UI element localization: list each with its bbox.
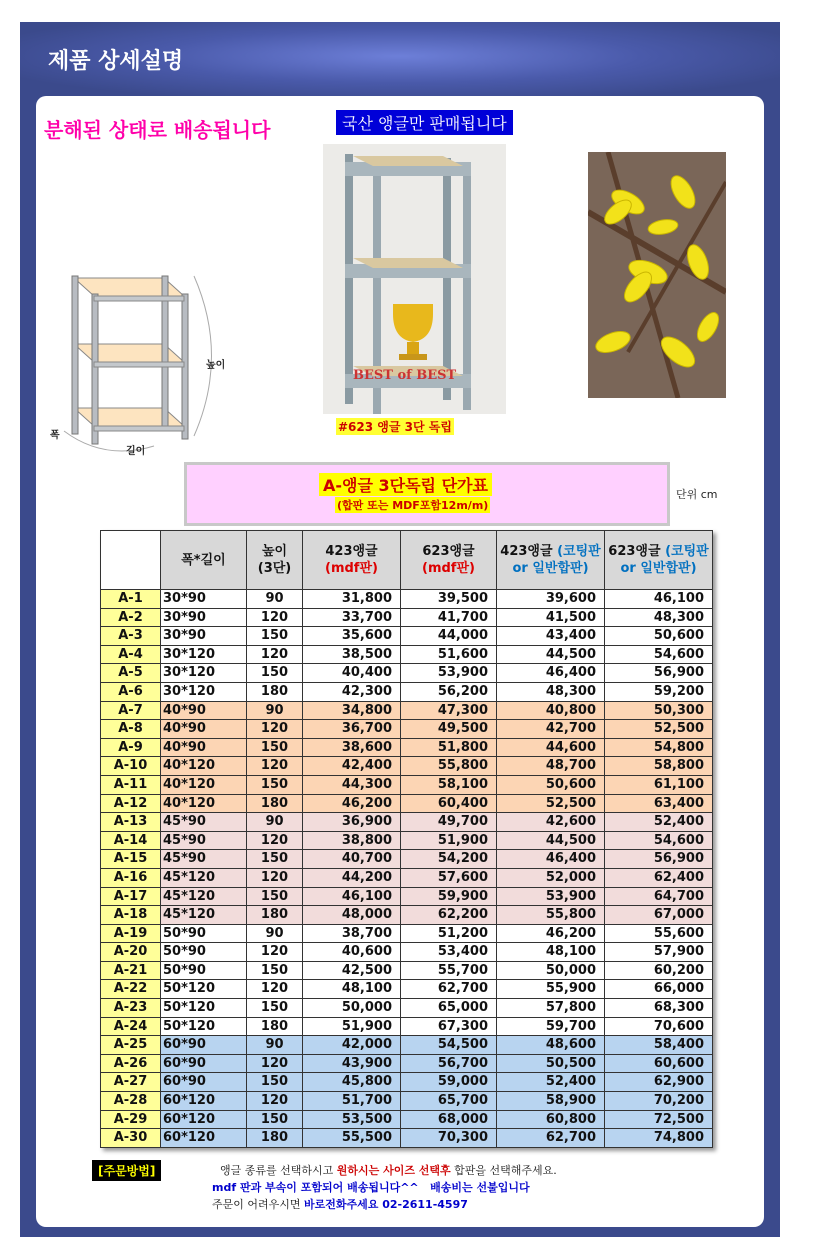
- flower-photo: [588, 152, 726, 398]
- domestic-notice: 국산 앵글만 판매됩니다: [336, 110, 513, 135]
- row-623-coated: 55,600: [605, 924, 713, 943]
- table-row: [101, 775, 713, 794]
- row-code: A-17: [101, 887, 161, 906]
- row-height: 120: [247, 757, 303, 776]
- row-height: 180: [247, 1129, 303, 1148]
- row-height: 90: [247, 701, 303, 720]
- angle623-coated-header: [605, 531, 713, 590]
- order-line-1b: 원하시는 사이즈 선택후: [336, 1164, 451, 1177]
- row-623-coated: 60,200: [605, 961, 713, 980]
- row-size: 40*90: [161, 738, 247, 757]
- row-623-mdf: 65,000: [401, 999, 497, 1018]
- row-code: A-8: [101, 720, 161, 739]
- row-623-mdf: 62,700: [401, 980, 497, 999]
- page-frame: [20, 22, 780, 1237]
- row-size: 30*90: [161, 608, 247, 627]
- row-423-mdf: 44,200: [303, 868, 401, 887]
- height-header-line2: (3단): [257, 561, 292, 576]
- row-423-coated: 48,600: [497, 1036, 605, 1055]
- row-423-coated: 52,500: [497, 794, 605, 813]
- table-row: [101, 590, 713, 609]
- row-size: 45*90: [161, 831, 247, 850]
- size-header: 폭*길이: [161, 531, 247, 590]
- angle623-mdf-line2: (mdf판): [422, 561, 475, 576]
- row-height: 120: [247, 720, 303, 739]
- row-height: 90: [247, 1036, 303, 1055]
- row-623-coated: 72,500: [605, 1110, 713, 1129]
- trophy-text: BEST of BEST: [353, 368, 457, 383]
- table-row: [101, 645, 713, 664]
- row-code: A-12: [101, 794, 161, 813]
- row-623-coated: 63,400: [605, 794, 713, 813]
- row-623-coated: 64,700: [605, 887, 713, 906]
- row-code: A-21: [101, 961, 161, 980]
- row-623-mdf: 54,500: [401, 1036, 497, 1055]
- row-423-coated: 59,700: [497, 1017, 605, 1036]
- row-623-mdf: 49,700: [401, 813, 497, 832]
- row-623-mdf: 41,700: [401, 608, 497, 627]
- table-row: [101, 961, 713, 980]
- row-623-mdf: 53,400: [401, 943, 497, 962]
- angle623-mdf-header: [401, 531, 497, 590]
- table-row: [101, 831, 713, 850]
- row-height: 120: [247, 868, 303, 887]
- row-size: 45*120: [161, 906, 247, 925]
- corner-header: [101, 531, 161, 590]
- row-height: 150: [247, 850, 303, 869]
- row-623-mdf: 62,200: [401, 906, 497, 925]
- row-423-coated: 42,700: [497, 720, 605, 739]
- product-photo: [323, 144, 506, 414]
- price-title: A-앵글 3단독립 단가표: [319, 473, 492, 496]
- table-row: [101, 924, 713, 943]
- row-623-coated: 54,800: [605, 738, 713, 757]
- row-623-mdf: 49,500: [401, 720, 497, 739]
- row-code: A-5: [101, 664, 161, 683]
- row-423-mdf: 36,700: [303, 720, 401, 739]
- table-header-row: [101, 531, 713, 590]
- row-code: A-1: [101, 590, 161, 609]
- angle423-mdf-line1: 423앵글: [325, 544, 378, 559]
- row-height: 120: [247, 980, 303, 999]
- table-row: [101, 1092, 713, 1111]
- row-size: 50*120: [161, 980, 247, 999]
- row-423-mdf: 46,200: [303, 794, 401, 813]
- row-code: A-20: [101, 943, 161, 962]
- row-423-mdf: 48,100: [303, 980, 401, 999]
- row-423-coated: 40,800: [497, 701, 605, 720]
- row-size: 60*120: [161, 1110, 247, 1129]
- angle423-coated-header: [497, 531, 605, 590]
- row-623-coated: 50,300: [605, 701, 713, 720]
- row-623-mdf: 56,700: [401, 1054, 497, 1073]
- row-423-coated: 44,600: [497, 738, 605, 757]
- row-height: 150: [247, 887, 303, 906]
- row-code: A-14: [101, 831, 161, 850]
- row-623-coated: 70,200: [605, 1092, 713, 1111]
- height-header-line1: 높이: [261, 544, 288, 559]
- row-423-coated: 41,500: [497, 608, 605, 627]
- row-size: 30*120: [161, 664, 247, 683]
- row-423-mdf: 36,900: [303, 813, 401, 832]
- row-423-mdf: 38,700: [303, 924, 401, 943]
- row-423-coated: 48,700: [497, 757, 605, 776]
- page-title: 제품 상세설명: [48, 49, 184, 74]
- row-623-mdf: 59,900: [401, 887, 497, 906]
- row-size: 60*90: [161, 1036, 247, 1055]
- row-size: 50*90: [161, 924, 247, 943]
- row-423-mdf: 33,700: [303, 608, 401, 627]
- row-size: 60*120: [161, 1129, 247, 1148]
- row-size: 40*90: [161, 701, 247, 720]
- row-623-coated: 70,600: [605, 1017, 713, 1036]
- order-line-2: [212, 1179, 530, 1195]
- row-code: A-7: [101, 701, 161, 720]
- row-code: A-6: [101, 682, 161, 701]
- row-623-mdf: 65,700: [401, 1092, 497, 1111]
- row-623-coated: 58,400: [605, 1036, 713, 1055]
- height-header: [247, 531, 303, 590]
- row-423-coated: 44,500: [497, 831, 605, 850]
- table-row: [101, 999, 713, 1018]
- row-623-mdf: 55,800: [401, 757, 497, 776]
- table-row: [101, 887, 713, 906]
- angle623-coated-part1: 623앵글: [608, 544, 666, 559]
- row-size: 50*90: [161, 943, 247, 962]
- row-623-coated: 58,800: [605, 757, 713, 776]
- row-423-coated: 43,400: [497, 627, 605, 646]
- row-423-mdf: 50,000: [303, 999, 401, 1018]
- row-423-coated: 62,700: [497, 1129, 605, 1148]
- row-height: 150: [247, 1073, 303, 1092]
- order-line-2b: 배송비는 선불입니다: [430, 1181, 530, 1194]
- row-size: 30*120: [161, 645, 247, 664]
- row-623-coated: 52,400: [605, 813, 713, 832]
- row-423-mdf: 51,700: [303, 1092, 401, 1111]
- row-423-mdf: 38,800: [303, 831, 401, 850]
- row-623-mdf: 58,100: [401, 775, 497, 794]
- row-size: 45*90: [161, 850, 247, 869]
- row-623-coated: 46,100: [605, 590, 713, 609]
- row-size: 40*120: [161, 775, 247, 794]
- row-code: A-25: [101, 1036, 161, 1055]
- row-623-mdf: 68,000: [401, 1110, 497, 1129]
- price-table: [100, 530, 713, 1148]
- unit-label: 단위 cm: [676, 488, 718, 501]
- row-623-mdf: 57,600: [401, 868, 497, 887]
- row-code: A-27: [101, 1073, 161, 1092]
- table-row: [101, 738, 713, 757]
- row-height: 120: [247, 645, 303, 664]
- row-code: A-24: [101, 1017, 161, 1036]
- row-height: 120: [247, 1092, 303, 1111]
- row-size: 45*90: [161, 813, 247, 832]
- row-423-mdf: 31,800: [303, 590, 401, 609]
- row-code: A-28: [101, 1092, 161, 1111]
- row-size: 30*90: [161, 590, 247, 609]
- forsythia-image: [588, 152, 726, 398]
- row-623-coated: 56,900: [605, 664, 713, 683]
- row-height: 120: [247, 831, 303, 850]
- row-code: A-19: [101, 924, 161, 943]
- row-423-mdf: 55,500: [303, 1129, 401, 1148]
- row-size: 50*120: [161, 999, 247, 1018]
- angle423-coated-part2: (코팅판 or 일반합판): [512, 544, 601, 576]
- row-423-mdf: 40,700: [303, 850, 401, 869]
- row-423-coated: 50,500: [497, 1054, 605, 1073]
- table-row: [101, 1110, 713, 1129]
- row-code: A-18: [101, 906, 161, 925]
- row-423-mdf: 34,800: [303, 701, 401, 720]
- row-423-mdf: 42,400: [303, 757, 401, 776]
- row-423-coated: 48,300: [497, 682, 605, 701]
- table-row: [101, 980, 713, 999]
- row-423-mdf: 48,000: [303, 906, 401, 925]
- row-size: 30*90: [161, 627, 247, 646]
- row-423-mdf: 40,600: [303, 943, 401, 962]
- row-423-coated: 48,100: [497, 943, 605, 962]
- row-423-mdf: 42,000: [303, 1036, 401, 1055]
- row-code: A-2: [101, 608, 161, 627]
- row-423-coated: 46,400: [497, 850, 605, 869]
- row-height: 120: [247, 1054, 303, 1073]
- row-code: A-3: [101, 627, 161, 646]
- row-423-coated: 60,800: [497, 1110, 605, 1129]
- row-423-mdf: 44,300: [303, 775, 401, 794]
- row-size: 40*90: [161, 720, 247, 739]
- row-623-mdf: 53,900: [401, 664, 497, 683]
- row-623-mdf: 51,800: [401, 738, 497, 757]
- row-size: 50*120: [161, 1017, 247, 1036]
- row-423-mdf: 45,800: [303, 1073, 401, 1092]
- row-423-coated: 52,400: [497, 1073, 605, 1092]
- row-height: 180: [247, 1017, 303, 1036]
- row-code: A-29: [101, 1110, 161, 1129]
- height-label: 높이: [206, 360, 226, 371]
- row-423-mdf: 42,300: [303, 682, 401, 701]
- row-623-mdf: 51,600: [401, 645, 497, 664]
- row-423-coated: 55,800: [497, 906, 605, 925]
- angle423-coated-part1: 423앵글: [500, 544, 558, 559]
- row-623-mdf: 51,200: [401, 924, 497, 943]
- row-size: 40*120: [161, 794, 247, 813]
- row-623-coated: 48,300: [605, 608, 713, 627]
- row-423-coated: 42,600: [497, 813, 605, 832]
- row-623-coated: 59,200: [605, 682, 713, 701]
- row-code: A-10: [101, 757, 161, 776]
- row-code: A-11: [101, 775, 161, 794]
- row-623-coated: 50,600: [605, 627, 713, 646]
- row-623-coated: 67,000: [605, 906, 713, 925]
- angle623-mdf-line1: 623앵글: [422, 544, 475, 559]
- row-size: 45*120: [161, 868, 247, 887]
- photo-caption: #623 앵글 3단 독립: [338, 420, 452, 434]
- row-height: 180: [247, 794, 303, 813]
- row-623-coated: 61,100: [605, 775, 713, 794]
- table-row: [101, 701, 713, 720]
- angle423-mdf-line2: (mdf판): [325, 561, 378, 576]
- table-row: [101, 608, 713, 627]
- table-row: [101, 664, 713, 683]
- row-423-coated: 50,000: [497, 961, 605, 980]
- table-row: [101, 682, 713, 701]
- table-row: [101, 1129, 713, 1148]
- row-423-coated: 52,000: [497, 868, 605, 887]
- row-623-mdf: 39,500: [401, 590, 497, 609]
- row-423-coated: 39,600: [497, 590, 605, 609]
- row-423-coated: 44,500: [497, 645, 605, 664]
- row-size: 60*90: [161, 1054, 247, 1073]
- order-line-3b: 바로전화주세요 02-2611-4597: [304, 1198, 468, 1211]
- row-623-mdf: 51,900: [401, 831, 497, 850]
- order-line-1c: 합판을 선택해주세요.: [450, 1164, 557, 1177]
- row-423-mdf: 51,900: [303, 1017, 401, 1036]
- row-623-coated: 56,900: [605, 850, 713, 869]
- price-title-box: [184, 462, 670, 526]
- table-row: [101, 1073, 713, 1092]
- angle423-mdf-header: [303, 531, 401, 590]
- row-code: A-9: [101, 738, 161, 757]
- angle623-coated-part2: (코팅판 or 일반합판): [620, 544, 709, 576]
- row-code: A-13: [101, 813, 161, 832]
- row-423-mdf: 43,900: [303, 1054, 401, 1073]
- row-height: 90: [247, 590, 303, 609]
- row-height: 90: [247, 924, 303, 943]
- table-row: [101, 757, 713, 776]
- table-row: [101, 720, 713, 739]
- row-height: 150: [247, 999, 303, 1018]
- row-height: 90: [247, 813, 303, 832]
- order-method-tag: [주문방법]: [92, 1160, 161, 1181]
- table-row: [101, 1036, 713, 1055]
- row-623-mdf: 60,400: [401, 794, 497, 813]
- header: [20, 22, 780, 98]
- row-code: A-26: [101, 1054, 161, 1073]
- row-623-coated: 62,900: [605, 1073, 713, 1092]
- row-623-mdf: 54,200: [401, 850, 497, 869]
- length-label: 길이: [126, 446, 146, 457]
- row-size: 40*120: [161, 757, 247, 776]
- row-code: A-4: [101, 645, 161, 664]
- row-423-coated: 57,800: [497, 999, 605, 1018]
- row-623-coated: 62,400: [605, 868, 713, 887]
- row-623-coated: 52,500: [605, 720, 713, 739]
- row-423-mdf: 53,500: [303, 1110, 401, 1129]
- table-row: [101, 850, 713, 869]
- shelf-diagram: [44, 266, 254, 466]
- row-height: 120: [247, 608, 303, 627]
- width-label: 폭: [50, 430, 60, 441]
- table-row: [101, 906, 713, 925]
- price-subtitle: (합판 또는 MDF포함12m/m): [337, 499, 489, 512]
- row-height: 150: [247, 961, 303, 980]
- row-423-coated: 55,900: [497, 980, 605, 999]
- table-row: [101, 1017, 713, 1036]
- order-line-1: [220, 1162, 557, 1178]
- row-623-mdf: 44,000: [401, 627, 497, 646]
- row-623-coated: 74,800: [605, 1129, 713, 1148]
- row-height: 150: [247, 738, 303, 757]
- row-423-coated: 58,900: [497, 1092, 605, 1111]
- row-623-coated: 60,600: [605, 1054, 713, 1073]
- row-code: A-22: [101, 980, 161, 999]
- row-423-mdf: 42,500: [303, 961, 401, 980]
- row-height: 120: [247, 943, 303, 962]
- row-623-mdf: 70,300: [401, 1129, 497, 1148]
- row-height: 150: [247, 627, 303, 646]
- table-row: [101, 794, 713, 813]
- row-423-mdf: 38,500: [303, 645, 401, 664]
- row-height: 150: [247, 1110, 303, 1129]
- order-line-3: [212, 1196, 468, 1212]
- order-line-1a: 앵글 종류를 선택하시고: [220, 1164, 337, 1177]
- row-623-coated: 57,900: [605, 943, 713, 962]
- ship-notice: 분해된 상태로 배송됩니다: [44, 118, 271, 142]
- order-line-2a: mdf 판과 부속이 포함되어 배송됩니다^^: [212, 1181, 419, 1194]
- content-panel: [36, 96, 764, 1227]
- row-423-coated: 50,600: [497, 775, 605, 794]
- row-423-coated: 53,900: [497, 887, 605, 906]
- row-size: 45*120: [161, 887, 247, 906]
- row-623-coated: 54,600: [605, 831, 713, 850]
- row-code: A-16: [101, 868, 161, 887]
- table-row: [101, 813, 713, 832]
- row-623-coated: 66,000: [605, 980, 713, 999]
- table-row: [101, 1054, 713, 1073]
- row-623-coated: 54,600: [605, 645, 713, 664]
- row-code: A-23: [101, 999, 161, 1018]
- row-size: 60*120: [161, 1092, 247, 1111]
- row-height: 180: [247, 906, 303, 925]
- row-size: 30*120: [161, 682, 247, 701]
- row-size: 50*90: [161, 961, 247, 980]
- row-623-mdf: 67,300: [401, 1017, 497, 1036]
- row-623-mdf: 47,300: [401, 701, 497, 720]
- row-623-mdf: 56,200: [401, 682, 497, 701]
- table-row: [101, 627, 713, 646]
- row-height: 180: [247, 682, 303, 701]
- row-623-coated: 68,300: [605, 999, 713, 1018]
- row-423-mdf: 40,400: [303, 664, 401, 683]
- row-623-mdf: 59,000: [401, 1073, 497, 1092]
- table-row: [101, 943, 713, 962]
- table-row: [101, 868, 713, 887]
- row-423-coated: 46,200: [497, 924, 605, 943]
- row-code: A-15: [101, 850, 161, 869]
- row-423-mdf: 35,600: [303, 627, 401, 646]
- row-423-mdf: 46,100: [303, 887, 401, 906]
- row-size: 60*90: [161, 1073, 247, 1092]
- row-code: A-30: [101, 1129, 161, 1148]
- row-423-coated: 46,400: [497, 664, 605, 683]
- row-623-mdf: 55,700: [401, 961, 497, 980]
- order-line-3a: 주문이 어려우시면: [212, 1198, 305, 1211]
- row-423-mdf: 38,600: [303, 738, 401, 757]
- row-height: 150: [247, 775, 303, 794]
- row-height: 150: [247, 664, 303, 683]
